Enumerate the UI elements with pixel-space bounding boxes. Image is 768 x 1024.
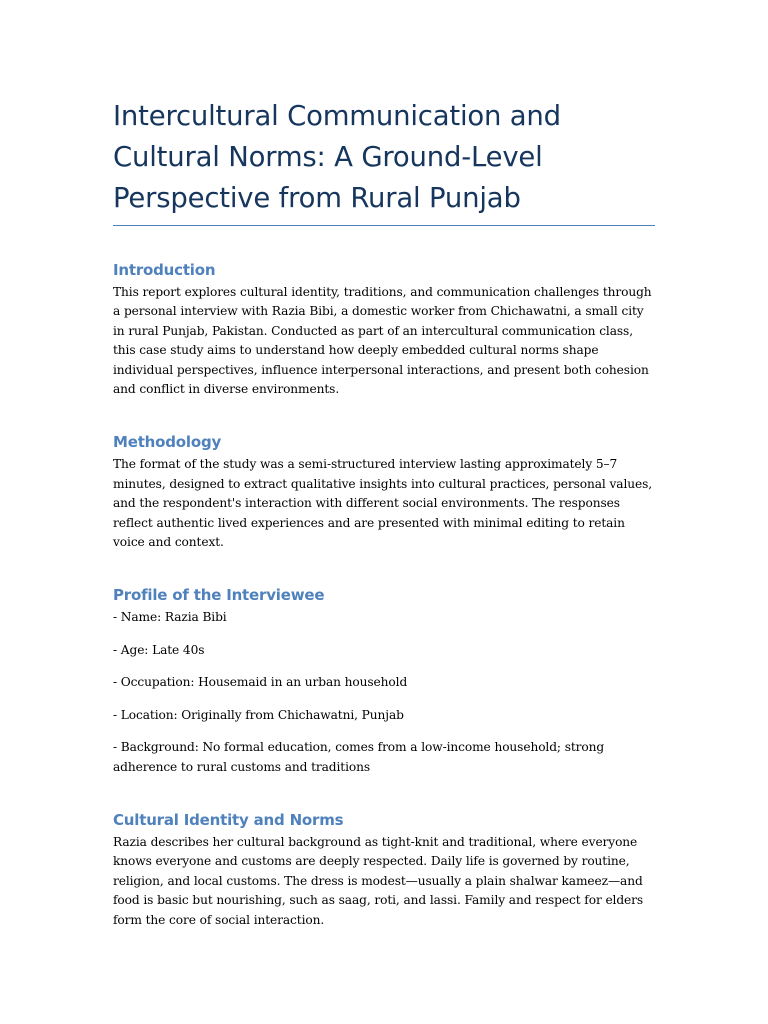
methodology-paragraph: The format of the study was a semi-structured interview lasting approximately 5–7 minutes, designed to extract qualitative insights into cultural practices, personal values, and the respondent's interaction with different social environments. The responses reflect authentic lived experiences and are presented with minimal editing to retain voice and context.: [113, 457, 653, 550]
document-title: Intercultural Communication and Cultural Norms: A Ground-Level Perspective from Rural Punjab: [113, 100, 561, 214]
document-page: [113, 0, 655, 930]
section-heading-methodology: Methodology: [113, 433, 222, 452]
title-divider: [113, 225, 655, 226]
profile-item-location: - Location: Originally from Chichawatni, Punjab: [113, 707, 404, 722]
profile-item-age: - Age: Late 40s: [113, 642, 205, 657]
section-heading-profile: Profile of the Interviewee: [113, 586, 325, 605]
cultural-identity-paragraph: Razia describes her cultural background as tight-knit and traditional, where everyone knows everyone and customs are deeply respected. Daily life is governed by routine, religion, and local customs. The dress is modest—usually a plain shalwar kameez—and food is basic but nourishing, such as saag, roti, and lassi. Family and respect for elders form the core of social interaction.: [113, 834, 644, 927]
section-cultural-identity: [113, 810, 655, 930]
section-methodology: [113, 432, 655, 552]
section-profile: [113, 585, 655, 776]
section-heading-introduction: Introduction: [113, 261, 216, 279]
profile-item-background: - Background: No formal education, comes from a low-income household; strong adherence to rural customs and traditions: [113, 740, 605, 774]
introduction-paragraph: This report explores cultural identity, traditions, and communication challenges through a personal interview with Razia Bibi, a domestic worker from Chichawatni, a small city in rural Punjab, Pakistan. Conducted as part of an intercultural communication class, this case study aims to understand how deeply embedded cultural norms shape individual perspectives, influence interpersonal interactions, and present both cohesion and conflict in diverse environments.: [113, 285, 652, 397]
profile-item-name: - Name: Razia Bibi: [113, 610, 227, 625]
profile-item-occupation: - Occupation: Housemaid in an urban household: [113, 675, 408, 690]
section-heading-cultural-identity: Cultural Identity and Norms: [113, 810, 344, 829]
section-introduction: [113, 260, 655, 399]
